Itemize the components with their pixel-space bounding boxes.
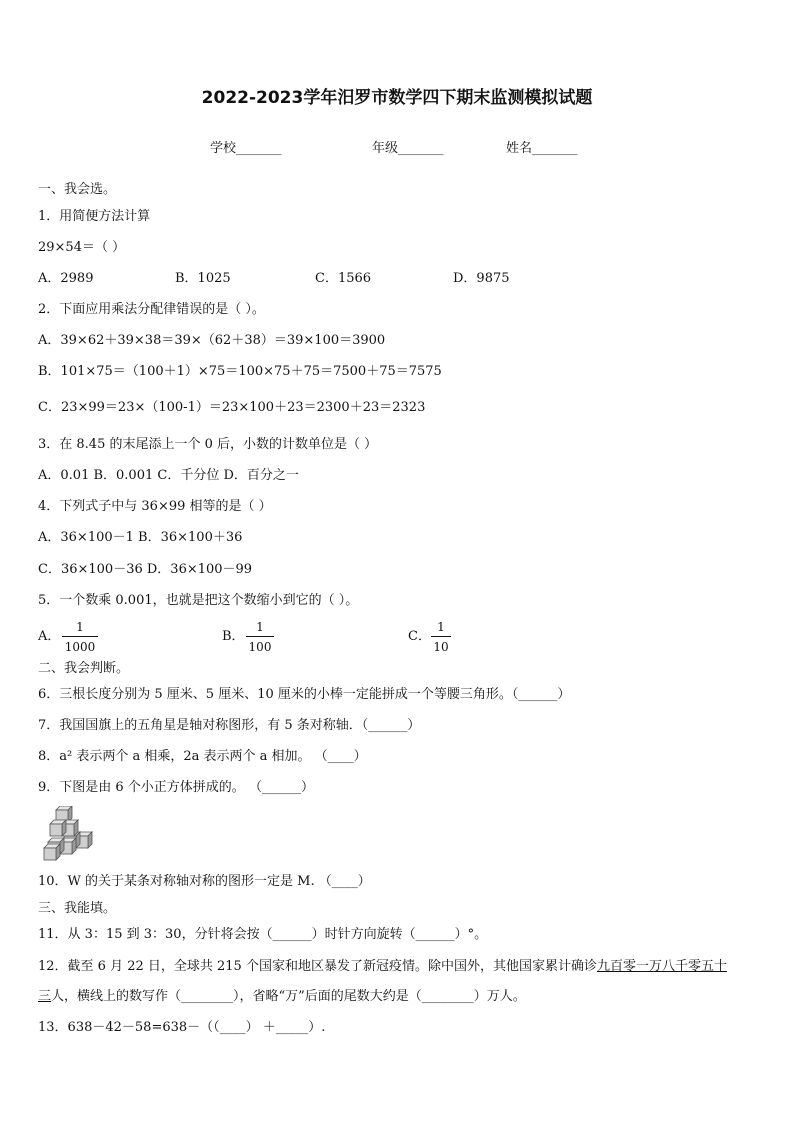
question-10: 10．W 的关于某条对称轴对称的图形一定是 M. （____） — [38, 874, 371, 889]
page-title: 2022-2023学年汨罗市数学四下期末监测模拟试题 — [201, 88, 593, 108]
name-field: 姓名_______ — [506, 141, 578, 156]
question-5: 5．一个数乘 0.001，也就是把这个数缩小到它的（ ）。 — [38, 593, 359, 608]
section-heading-judge: 二、我会判断。 — [38, 661, 130, 676]
question-4: 4．下列式子中与 36×99 相等的是（ ） — [38, 499, 272, 514]
question-3-options: A．0.01 B．0.001 C．千分位 D．百分之一 — [38, 468, 299, 483]
question-1-option-c: C．1566 — [315, 271, 372, 286]
fraction-denominator: 100 — [246, 636, 274, 654]
question-8: 8．a² 表示两个 a 相乘，2a 表示两个 a 相加。 （____） — [38, 749, 367, 764]
question-2-option-c: C．23×99＝23×（100-1）＝23×100＋23＝2300＋23＝2323 — [38, 400, 426, 415]
question-4-options-cd: C．36×100－36 D．36×100－99 — [38, 562, 253, 577]
question-1-option-b: B．1025 — [175, 271, 231, 286]
question-6: 6．三根长度分别为 5 厘米、5 厘米、10 厘米的小棒一定能拼成一个等腰三角形。（______） — [38, 687, 571, 702]
question-5-option-b-fraction — [246, 620, 274, 654]
cube-stack-image — [42, 806, 100, 862]
fraction-numerator: 1 — [437, 620, 445, 634]
question-12-text-end: 人，横线上的数写作（________），省略“万”后面的尾数大约是（________）万人。 — [51, 989, 526, 1004]
question-1-option-a: A．2989 — [38, 271, 94, 286]
question-12-line-1 — [38, 960, 727, 973]
grade-field: 年级_______ — [372, 141, 444, 156]
question-2: 2．下面应用乘法分配律错误的是（ ）。 — [38, 302, 265, 317]
section-heading-fill: 三、我能填。 — [38, 901, 117, 916]
question-9: 9．下图是由 6 个小正方体拼成的。 （______） — [38, 780, 314, 795]
question-2-option-a: A．39×62＋39×38＝39×（62＋38）＝39×100＝3900 — [38, 333, 386, 348]
fraction-denominator: 10 — [431, 636, 451, 654]
fraction-numerator: 1 — [256, 620, 264, 634]
question-4-options-ab: A．36×100－1 B．36×100＋36 — [38, 530, 243, 545]
fraction-numerator: 1 — [76, 620, 84, 634]
question-7: 7．我国国旗上的五角星是轴对称图形，有 5 条对称轴．（______） — [38, 718, 421, 733]
question-12-underlined-number: 九百零一万八千零五十 — [596, 959, 727, 974]
question-3: 3．在 8.45 的末尾添上一个 0 后，小数的计数单位是（ ） — [38, 437, 378, 452]
question-12-text: 12．截至 6 月 22 日，全球共 215 个国家和地区暴发了新冠疫情。除中国外，其他国家累计确诊 — [38, 959, 597, 974]
question-1: 1．用简便方法计算 — [38, 209, 151, 224]
question-5-option-a-label: A． — [38, 629, 61, 644]
question-5-option-c-fraction — [431, 620, 451, 654]
question-1-option-d: D．9875 — [453, 271, 510, 286]
question-2-option-b: B．101×75＝（100＋1）×75＝100×75＋75＝7500＋75＝7575 — [38, 364, 442, 379]
question-5-option-a-fraction — [62, 620, 98, 654]
question-5-option-c-label: C． — [408, 629, 431, 644]
section-heading-choice: 一、我会选。 — [38, 182, 117, 197]
question-13: 13．638－42－58=638－（（____） ＋_____）. — [38, 1020, 326, 1035]
question-12-line-2 — [38, 990, 526, 1003]
school-field: 学校_______ — [210, 141, 282, 156]
question-5-option-b-label: B． — [222, 629, 245, 644]
question-1-expression: 29×54＝（ ） — [38, 240, 126, 255]
fraction-denominator: 1000 — [62, 636, 98, 654]
question-11: 11．从 3：15 到 3：30，分针将会按（______）时针方向旋转（______）°。 — [38, 927, 488, 942]
question-12-underlined-number-end: 三 — [38, 989, 52, 1004]
